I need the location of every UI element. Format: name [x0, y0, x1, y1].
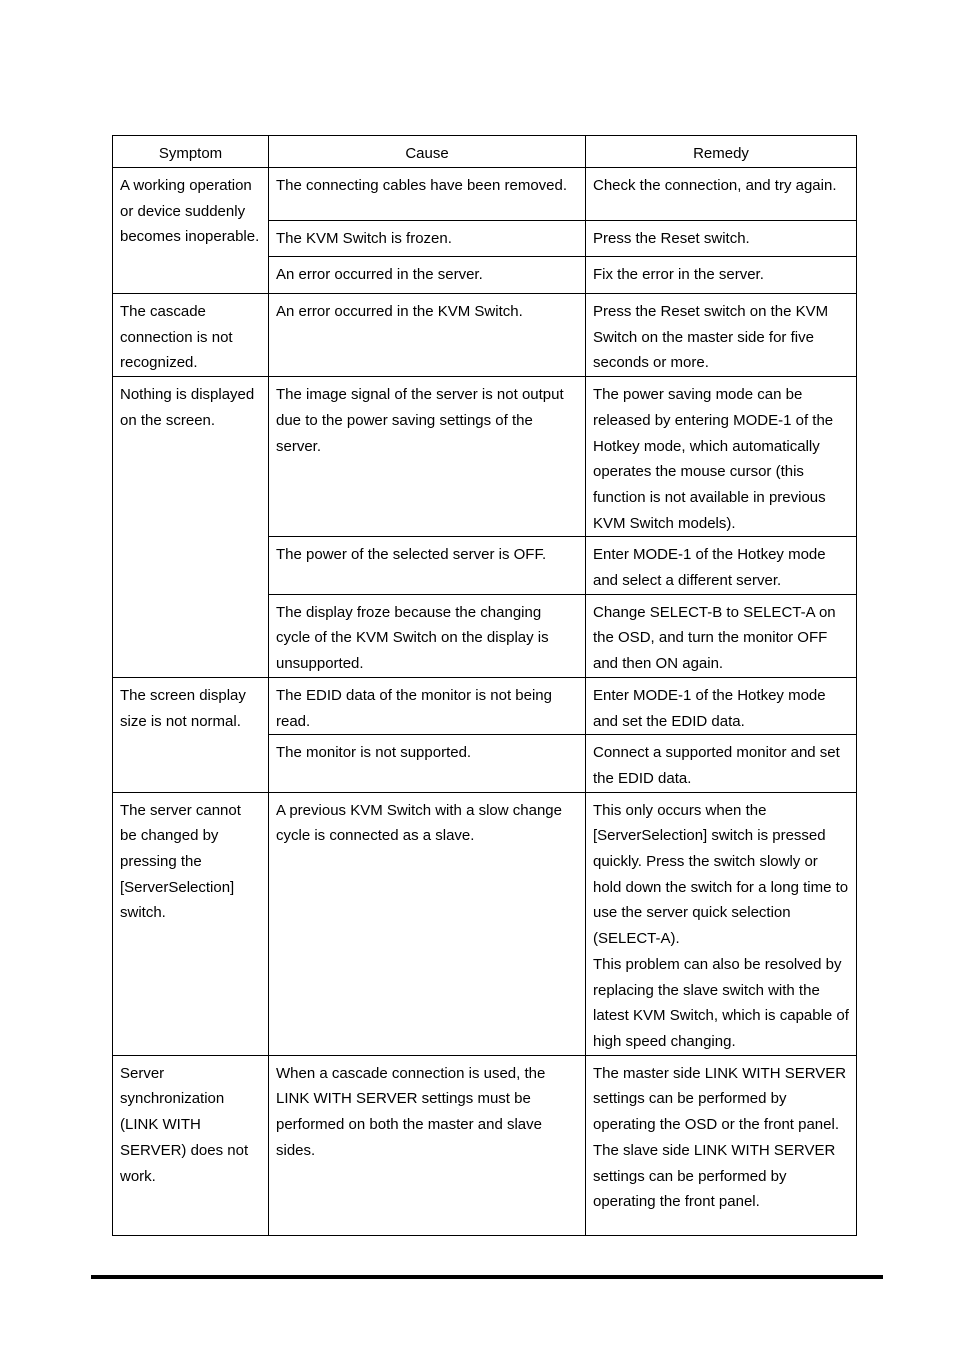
remedy-cell: This only occurs when the [ServerSelection] switch is pressed quickly. Press the switch slowly or hold down the switch for a long time to use the server quick selection (SELECT-A). This problem can also be resolved by replacing the slave switch with the latest KVM Switch, which is capable of high speed changing.	[586, 792, 857, 1055]
table-row	[113, 792, 857, 1055]
remedy-cell: Change SELECT-B to SELECT-A on the OSD, and turn the monitor OFF and then ON again.	[586, 594, 857, 677]
cause-cell: The connecting cables have been removed.	[269, 168, 586, 221]
header-symptom: Symptom	[113, 136, 269, 168]
table-row	[113, 168, 857, 221]
remedy-cell: The master side LINK WITH SERVER settings can be performed by operating the OSD or the front panel. The slave side LINK WITH SERVER settings can be performed by operating the front panel.	[586, 1055, 857, 1235]
header-remedy: Remedy	[586, 136, 857, 168]
cause-cell: The EDID data of the monitor is not being read.	[269, 677, 586, 734]
remedy-cell: Connect a supported monitor and set the EDID data.	[586, 735, 857, 792]
symptom-cell: Server synchronization (LINK WITH SERVER) does not work.	[113, 1055, 269, 1235]
table-row	[113, 677, 857, 734]
cause-cell: An error occurred in the KVM Switch.	[269, 294, 586, 377]
remedy-cell: The power saving mode can be released by entering MODE-1 of the Hotkey mode, which automatically operates the mouse cursor (this function is not available in previous KVM Switch models).	[586, 377, 857, 537]
cause-cell: When a cascade connection is used, the LINK WITH SERVER settings must be performed on both the master and slave sides.	[269, 1055, 586, 1235]
remedy-cell: Check the connection, and try again.	[586, 168, 857, 221]
header-cause: Cause	[269, 136, 586, 168]
symptom-cell: The screen display size is not normal.	[113, 677, 269, 792]
remedy-cell: Fix the error in the server.	[586, 257, 857, 294]
remedy-cell: Press the Reset switch.	[586, 221, 857, 257]
cause-cell: An error occurred in the server.	[269, 257, 586, 294]
symptom-cell: Nothing is displayed on the screen.	[113, 377, 269, 678]
cause-cell: The image signal of the server is not output due to the power saving settings of the server.	[269, 377, 586, 537]
cause-cell: The monitor is not supported.	[269, 735, 586, 792]
remedy-cell: Press the Reset switch on the KVM Switch on the master side for five seconds or more.	[586, 294, 857, 377]
symptom-cell: The server cannot be changed by pressing the [ServerSelection] switch.	[113, 792, 269, 1055]
remedy-cell: Enter MODE-1 of the Hotkey mode and set the EDID data.	[586, 677, 857, 734]
cause-cell: The KVM Switch is frozen.	[269, 221, 586, 257]
table-row	[113, 377, 857, 537]
cause-cell: The power of the selected server is OFF.	[269, 537, 586, 594]
cause-cell: The display froze because the changing cycle of the KVM Switch on the display is unsupported.	[269, 594, 586, 677]
table-row	[113, 294, 857, 377]
table-header-row	[113, 136, 857, 168]
table-row	[113, 1055, 857, 1235]
footer-rule	[91, 1275, 883, 1279]
cause-cell: A previous KVM Switch with a slow change cycle is connected as a slave.	[269, 792, 586, 1055]
symptom-cell: The cascade connection is not recognized.	[113, 294, 269, 377]
troubleshooting-table	[112, 135, 857, 1236]
symptom-cell: A working operation or device suddenly becomes inoperable.	[113, 168, 269, 294]
remedy-cell: Enter MODE-1 of the Hotkey mode and select a different server.	[586, 537, 857, 594]
